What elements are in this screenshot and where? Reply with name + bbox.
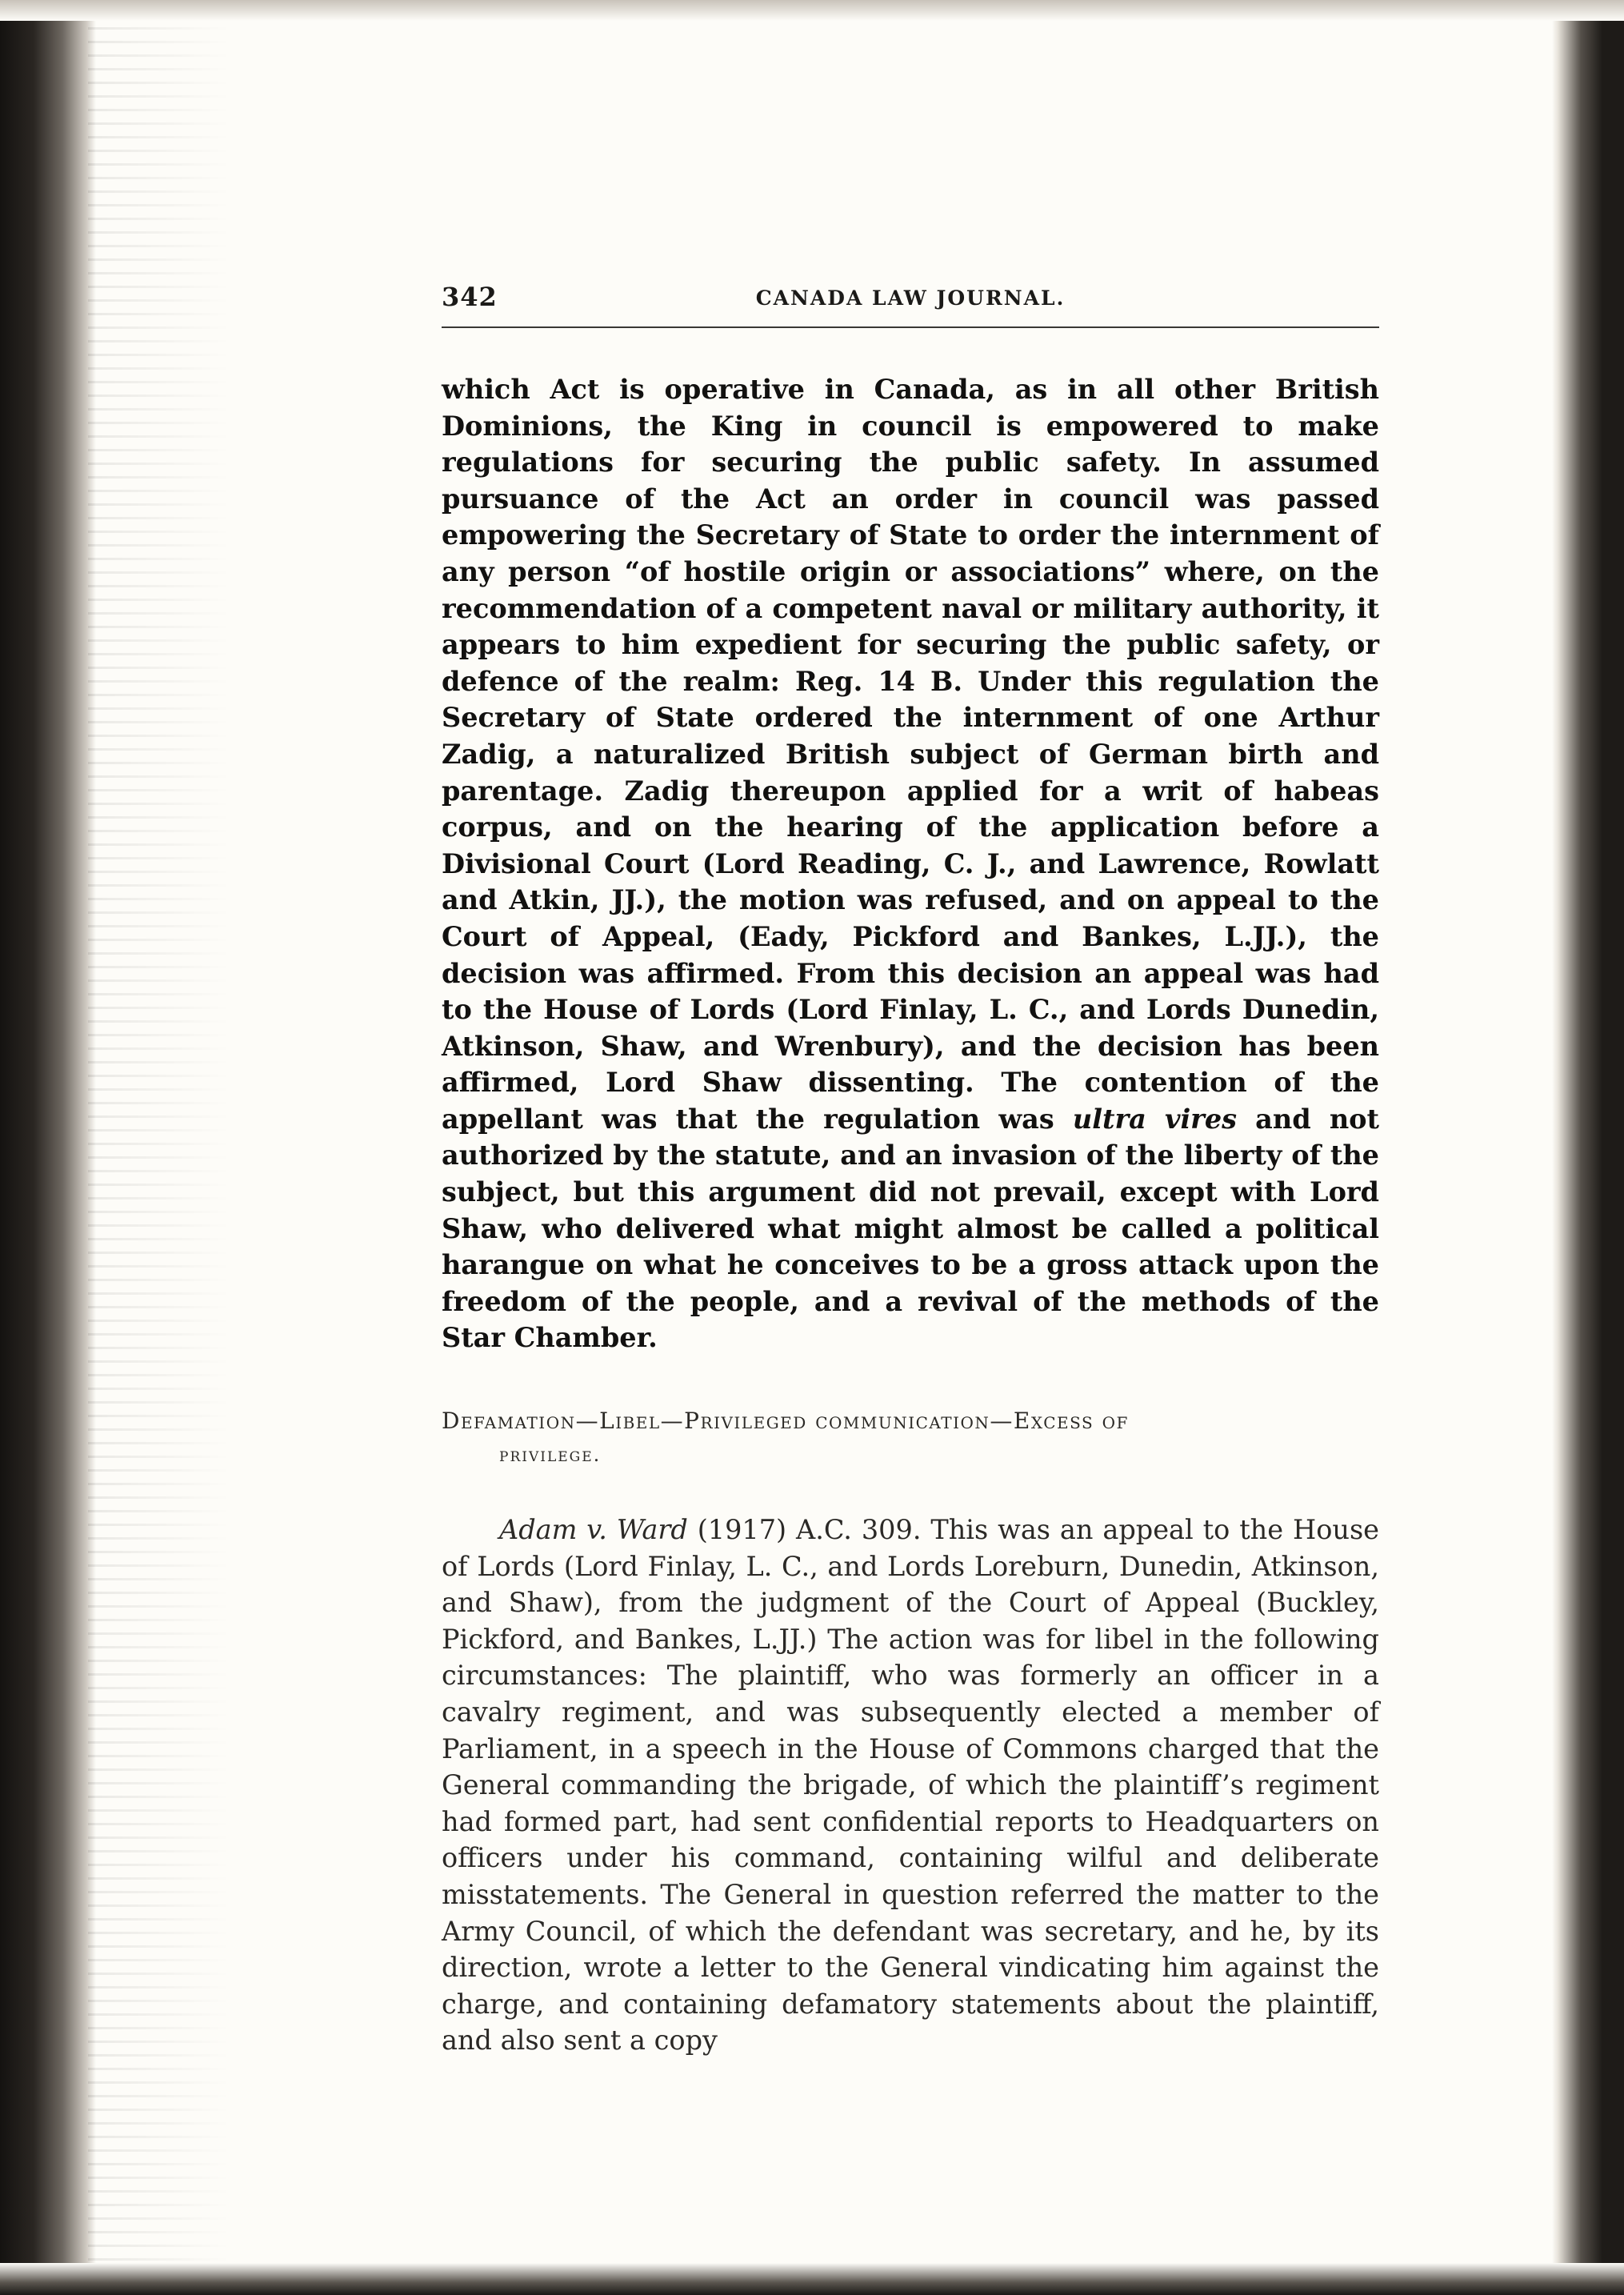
case-name: Adam v. Ward — [499, 1514, 688, 1546]
case-citation: (1917) A.C. 309. — [687, 1514, 931, 1546]
paragraph-text: which Act is operative in Canada, as in all other British Dominions, the King in council is empowered to make regulations for securing the public safety. In assumed pursuance of the Act an order in council was passed empowering the Secretary of State to order the internment of any person “of hostile origin or associations” where, on the recommendation of a competent naval or military authority, it appears to him expedient for securing the public safety, or defence of the realm: Reg. 14 B. Under this regulation the Secretary of State ordered the internment of one Arthur Zadig, a naturalized British subject of German birth and parentage. Zadig thereupon applied for a writ of habeas corpus, and on the hearing of the application before a Divisional Court (Lord Reading, C. J., and Lawrence, Rowlatt and Atkin, JJ.), the motion was refused, and on appeal to the Court of Appeal, (Eady, Pickford and Bankes, L.JJ.), the decision was affirmed. From this decision an appeal was had to the House of Lords (Lord Finlay, L. C., and Lords Dunedin, Atkinson, Shaw, and Wrenbury), and the decision has been affirmed, Lord Shaw dissenting. The contention of the appellant was that the regulation was — [442, 374, 1379, 1135]
section-heading-line: Defamation—Libel—Privileged communication—Excess of — [442, 1408, 1129, 1435]
binding-shadow — [0, 0, 96, 2295]
page-number: 342 — [442, 282, 498, 312]
journal-title: CANADA LAW JOURNAL. — [755, 286, 1066, 310]
header-rule — [442, 326, 1379, 328]
binding-speckle — [88, 0, 232, 2295]
right-page-edge — [1552, 0, 1624, 2295]
paragraph-text: and not authorized by the statute, and an invasion of the liberty of the subject, but this argument did not prevail, except with Lord Shaw, who delivered what might almost be called a political harangue on what he conceives to be a gross attack upon the freedom of the people, and a revival of the methods of the Star Chamber. — [442, 1103, 1379, 1354]
bottom-page-edge — [0, 2263, 1624, 2295]
top-page-edge — [0, 0, 1624, 21]
section-heading — [442, 1404, 1379, 1472]
text-column — [442, 282, 1379, 2059]
italic-term: ultra vires — [1072, 1103, 1237, 1135]
paragraph-internment — [442, 371, 1379, 1356]
running-head — [442, 282, 1379, 323]
paragraph-adam-v-ward — [442, 1512, 1379, 2059]
section-heading-line: privilege. — [499, 1444, 602, 1467]
paragraph-text: This was an appeal to the House of Lords (Lord Finlay, L. C., and Lords Loreburn, Dunedin, Atkinson, and Shaw), from the judgment of the Court of Appeal (Buckley, Pickford, and Bankes, L.JJ.) The action was for libel in the following circumstances: The plaintiff, who was formerly an officer in a cavalry regiment, and was subsequently elected a member of Parliament, in a speech in the House of Commons charged that the General commanding the brigade, of which the plaintiff’s regiment had formed part, had sent confidential reports to Headquarters on officers under his command, containing wilful and deliberate misstatements. The General in question referred the matter to the Army Council, of which the defendant was secretary, and he, by its direction, wrote a letter to the General vindicating him against the charge, and containing defamatory statements about the plaintiff, and also sent a copy — [442, 1514, 1379, 2057]
